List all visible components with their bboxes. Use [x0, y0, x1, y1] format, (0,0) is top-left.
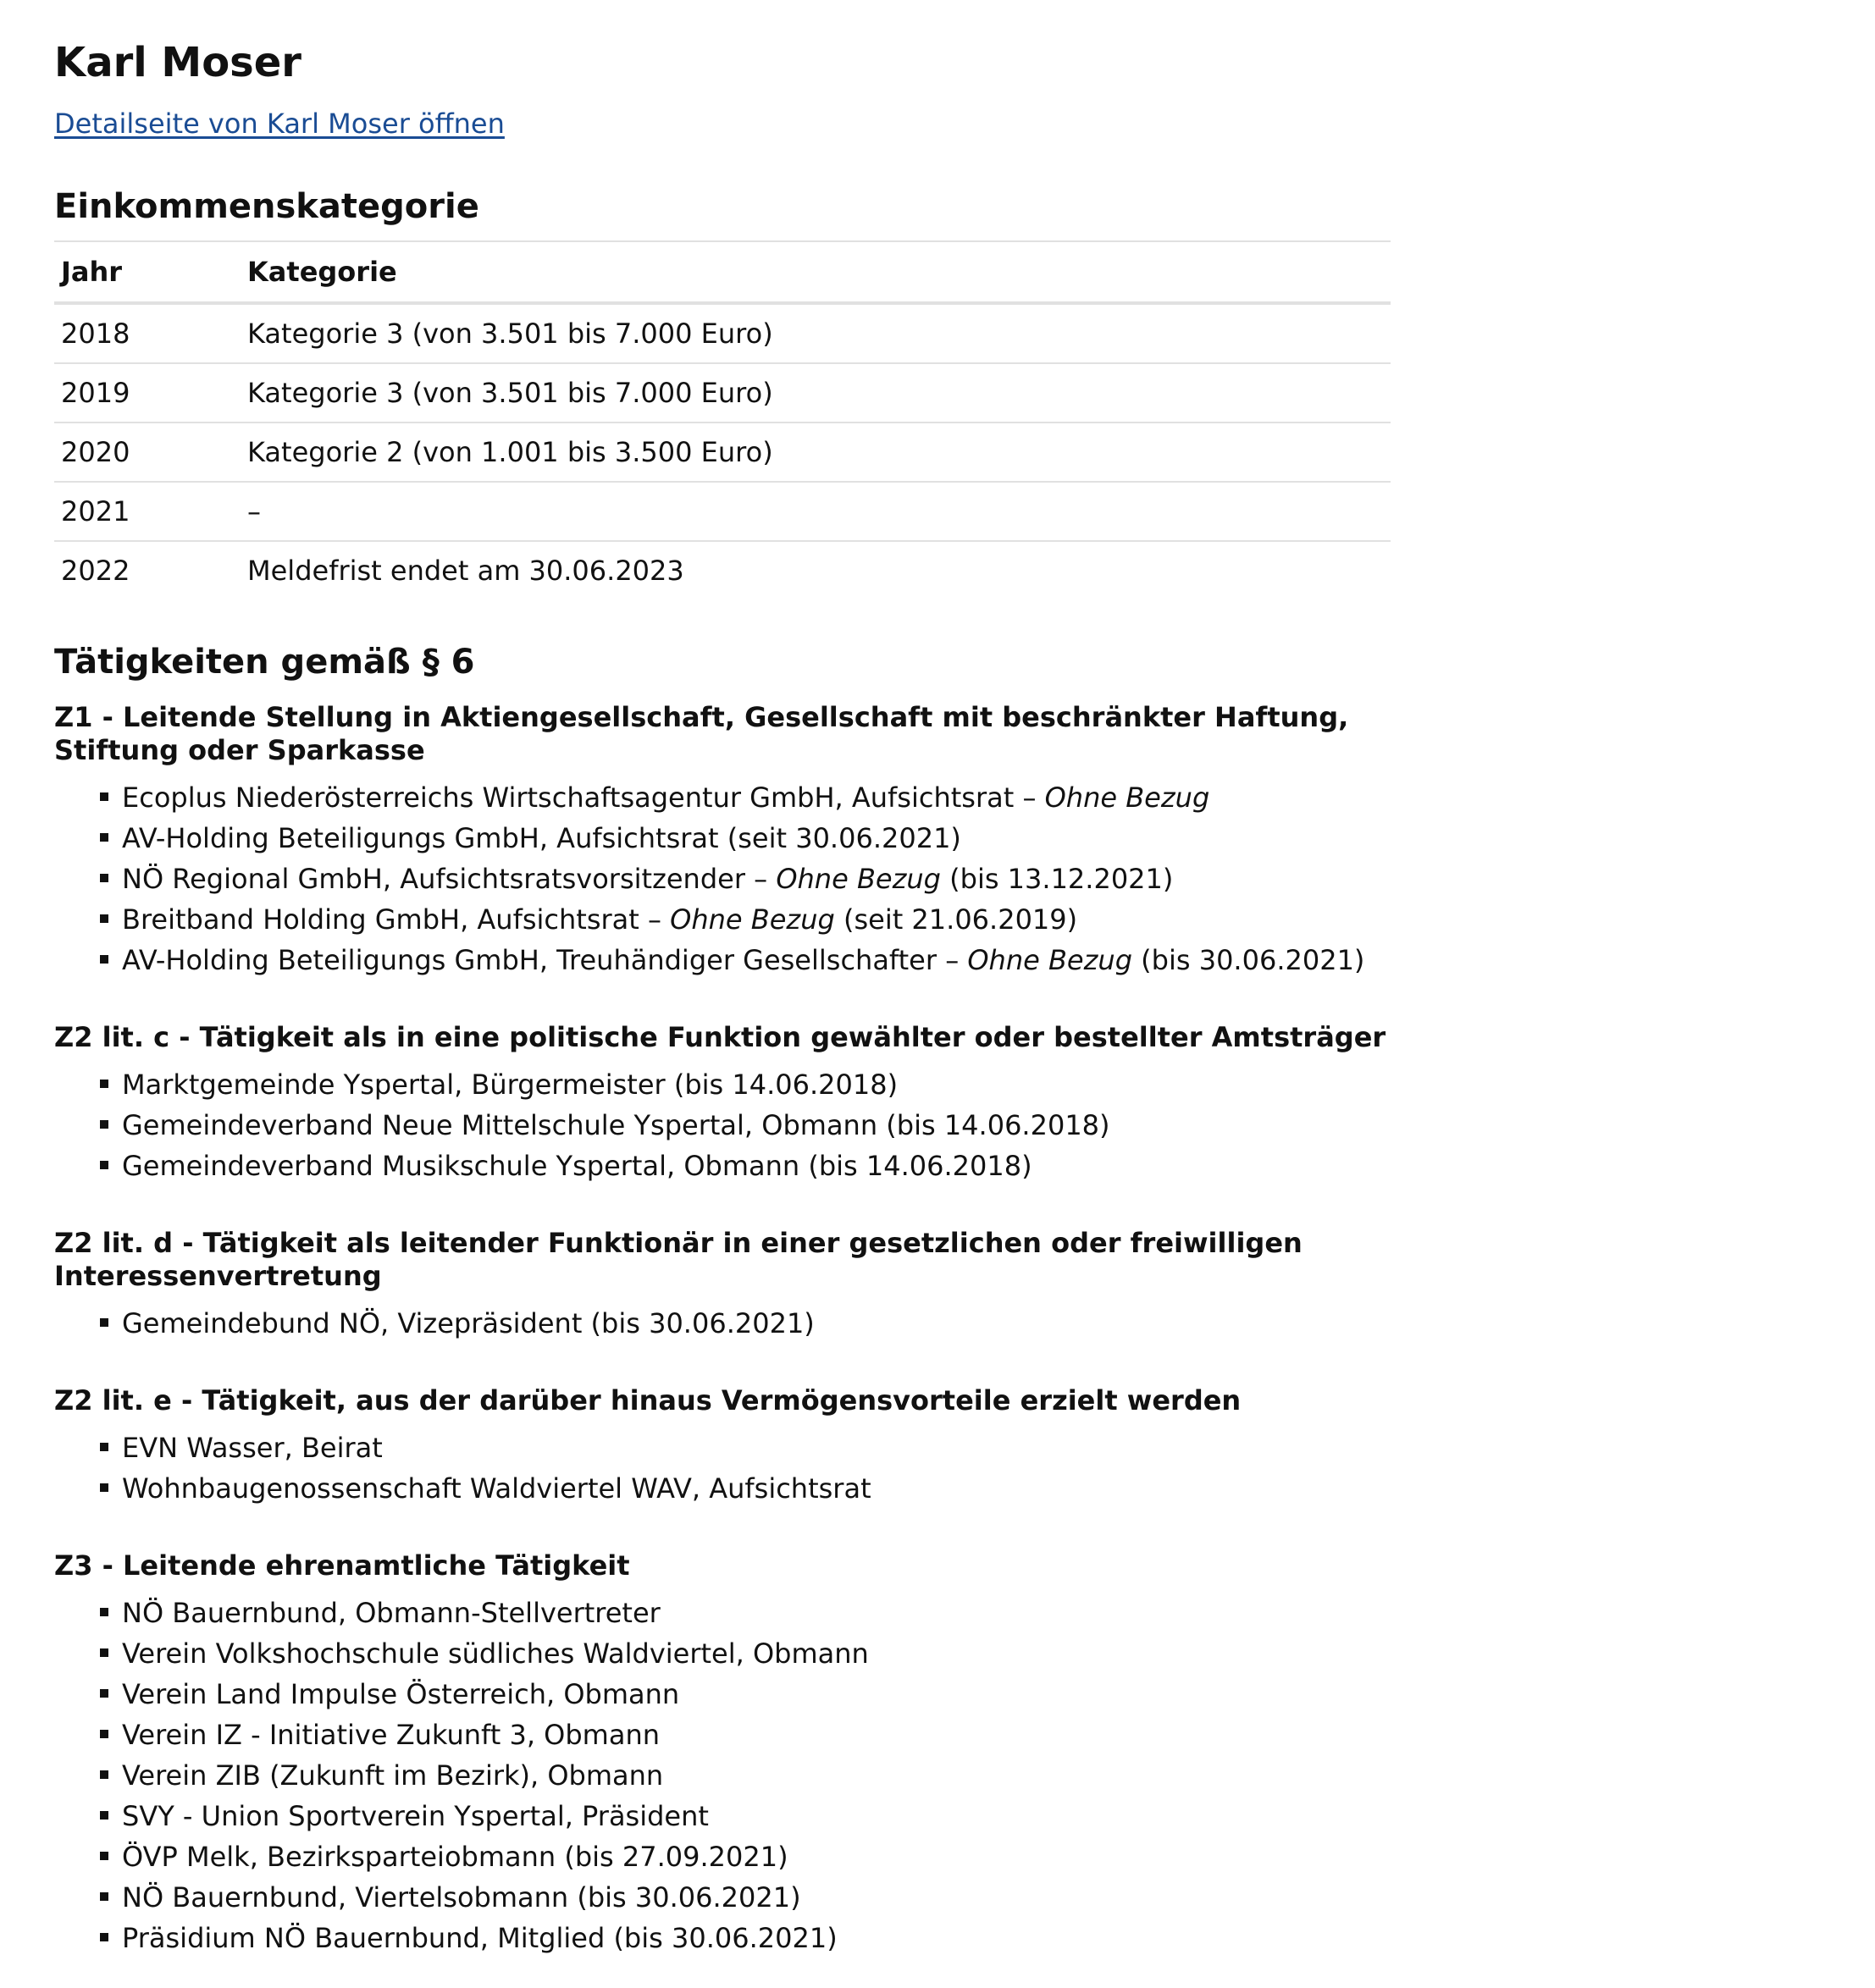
income-table-header-row [54, 241, 1391, 303]
square-bullet-icon [100, 1933, 108, 1941]
activity-item-period: (seit 21.06.2019) [834, 903, 1078, 936]
activity-category-heading: Z2 lit. d - Tätigkeit als leitender Funktionär in einer gesetzlichen oder freiwilligen Interessenvertretung [54, 1227, 1303, 1292]
square-bullet-icon [100, 1892, 108, 1901]
activity-category-heading: Z3 - Leitende ehrenamtliche Tätigkeit [54, 1549, 630, 1582]
activity-item-text: EVN Wasser, Beirat [122, 1432, 383, 1464]
square-bullet-icon [100, 1443, 108, 1451]
income-category-cell: Kategorie 3 (von 3.501 bis 7.000 Euro) [241, 363, 1391, 422]
square-bullet-icon [100, 1161, 108, 1169]
activities-section-title: Tätigkeiten gemäß § 6 [54, 643, 475, 682]
list-item [122, 1633, 1392, 1674]
square-bullet-icon [100, 1318, 108, 1327]
square-bullet-icon [100, 1608, 108, 1616]
income-category-cell: Kategorie 2 (von 1.001 bis 3.500 Euro) [241, 422, 1391, 482]
square-bullet-icon [100, 1770, 108, 1779]
activity-item-text: Gemeindebund NÖ, Vizepräsident (bis 30.06.2021) [122, 1307, 815, 1339]
list-item [122, 1593, 1392, 1633]
square-bullet-icon [100, 1689, 108, 1698]
list-item [122, 1755, 1392, 1796]
activity-item-note: Ohne Bezug [670, 903, 835, 936]
income-year-cell: 2018 [54, 303, 241, 363]
activity-category [54, 1227, 1392, 1344]
activity-item-text: Wohnbaugenossenschaft Waldviertel WAV, Aufsichtsrat [122, 1472, 871, 1505]
activity-item-period: (bis 30.06.2021) [1132, 944, 1365, 976]
activity-item-note: Ohne Bezug [776, 863, 941, 895]
square-bullet-icon [100, 914, 108, 923]
activity-item-text: Verein Land Impulse Österreich, Obmann [122, 1678, 680, 1710]
activity-item-text: SVY - Union Sportverein Yspertal, Präsident [122, 1800, 709, 1832]
list-item [122, 777, 1392, 818]
square-bullet-icon [100, 955, 108, 964]
square-bullet-icon [100, 1811, 108, 1820]
table-row [54, 303, 1391, 363]
income-year-cell: 2019 [54, 363, 241, 422]
square-bullet-icon [100, 792, 108, 801]
activity-item-text: AV-Holding Beteiligungs GmbH, Aufsichtsrat (seit 30.06.2021) [122, 822, 961, 854]
list-item [122, 940, 1392, 980]
list-item [122, 1674, 1392, 1715]
activities-list [54, 701, 1392, 1958]
table-row [54, 422, 1391, 482]
activity-item-list [54, 1303, 1392, 1344]
income-category-cell: Meldefrist endet am 30.06.2023 [247, 555, 684, 587]
square-bullet-icon [100, 1648, 108, 1657]
detail-page-link[interactable]: Detailseite von Karl Moser öffnen [54, 108, 505, 140]
income-section-title: Einkommenskategorie [54, 187, 479, 226]
activity-item-text: Gemeindeverband Musikschule Yspertal, Obmann (bis 14.06.2018) [122, 1150, 1032, 1182]
income-year-cell: 2020 [54, 422, 241, 482]
income-year-cell: 2022 [61, 555, 130, 587]
activity-category [54, 1021, 1392, 1186]
list-item [122, 1303, 1392, 1344]
list-item [122, 1064, 1392, 1105]
activity-item-list [54, 777, 1392, 980]
table-row [54, 363, 1391, 422]
list-item [122, 1105, 1392, 1146]
activity-item-list [54, 1593, 1392, 1958]
list-item [122, 818, 1392, 859]
activity-category-heading: Z2 lit. e - Tätigkeit, aus der darüber hinaus Vermögensvorteile erzielt werden [54, 1384, 1242, 1416]
activity-item-list [54, 1427, 1392, 1509]
activity-item-text: NÖ Bauernbund, Viertelsobmann (bis 30.06.2021) [122, 1881, 801, 1913]
list-item [122, 1918, 1392, 1958]
income-header-category: Kategorie [241, 241, 1391, 303]
square-bullet-icon [100, 874, 108, 882]
activity-item-text: Breitband Holding GmbH, Aufsichtsrat – [122, 903, 671, 936]
activity-item-text: Gemeindeverband Neue Mittelschule Yspertal, Obmann (bis 14.06.2018) [122, 1109, 1110, 1141]
income-table [54, 240, 1391, 599]
square-bullet-icon [100, 833, 108, 842]
activity-category-heading: Z1 - Leitende Stellung in Aktiengesellschaft, Gesellschaft mit beschränkter Haftung, Stiftung oder Sparkasse [54, 701, 1349, 766]
activity-item-list [54, 1064, 1392, 1186]
activity-item-text: ÖVP Melk, Bezirksparteiobmann (bis 27.09.2021) [122, 1841, 788, 1873]
activity-category [54, 1384, 1392, 1509]
square-bullet-icon [100, 1852, 108, 1860]
activity-item-period: (bis 13.12.2021) [940, 863, 1174, 895]
activity-item-text: AV-Holding Beteiligungs GmbH, Treuhändiger Gesellschafter – [122, 944, 968, 976]
square-bullet-icon [100, 1730, 108, 1738]
list-item [122, 1715, 1392, 1755]
income-header-year: Jahr [54, 241, 241, 303]
income-year-cell: 2021 [54, 482, 241, 541]
list-item [122, 1796, 1392, 1836]
list-item [122, 1468, 1392, 1509]
table-row [54, 541, 1391, 599]
activity-item-note: Ohne Bezug [1044, 781, 1210, 814]
activity-category [54, 1549, 1392, 1958]
activity-item-text: NÖ Regional GmbH, Aufsichtsratsvorsitzender – [122, 863, 777, 895]
square-bullet-icon [100, 1080, 108, 1088]
income-category-cell: Kategorie 3 (von 3.501 bis 7.000 Euro) [241, 303, 1391, 363]
activity-item-text: Präsidium NÖ Bauernbund, Mitglied (bis 30.06.2021) [122, 1922, 838, 1954]
list-item [122, 899, 1392, 940]
square-bullet-icon [100, 1483, 108, 1492]
list-item [122, 1836, 1392, 1877]
list-item [122, 859, 1392, 899]
list-item [122, 1146, 1392, 1186]
activity-item-text: NÖ Bauernbund, Obmann-Stellvertreter [122, 1597, 661, 1629]
activity-item-text: Verein Volkshochschule südliches Waldviertel, Obmann [122, 1637, 869, 1670]
list-item [122, 1427, 1392, 1468]
square-bullet-icon [100, 1120, 108, 1129]
activity-item-text: Verein ZIB (Zukunft im Bezirk), Obmann [122, 1759, 664, 1792]
activity-item-text: Ecoplus Niederösterreichs Wirtschaftsagentur GmbH, Aufsichtsrat – [122, 781, 1045, 814]
list-item [122, 1877, 1392, 1918]
activity-item-text: Marktgemeinde Yspertal, Bürgermeister (bis 14.06.2018) [122, 1069, 899, 1101]
income-category-cell: – [241, 482, 1391, 541]
activity-category-heading: Z2 lit. c - Tätigkeit als in eine politische Funktion gewählter oder bestellter Amtsträger [54, 1021, 1386, 1053]
activity-category [54, 701, 1392, 980]
table-row [54, 482, 1391, 541]
activity-item-note: Ohne Bezug [967, 944, 1132, 976]
activity-item-text: Verein IZ - Initiative Zukunft 3, Obmann [122, 1719, 660, 1751]
page-title: Karl Moser [54, 39, 301, 86]
